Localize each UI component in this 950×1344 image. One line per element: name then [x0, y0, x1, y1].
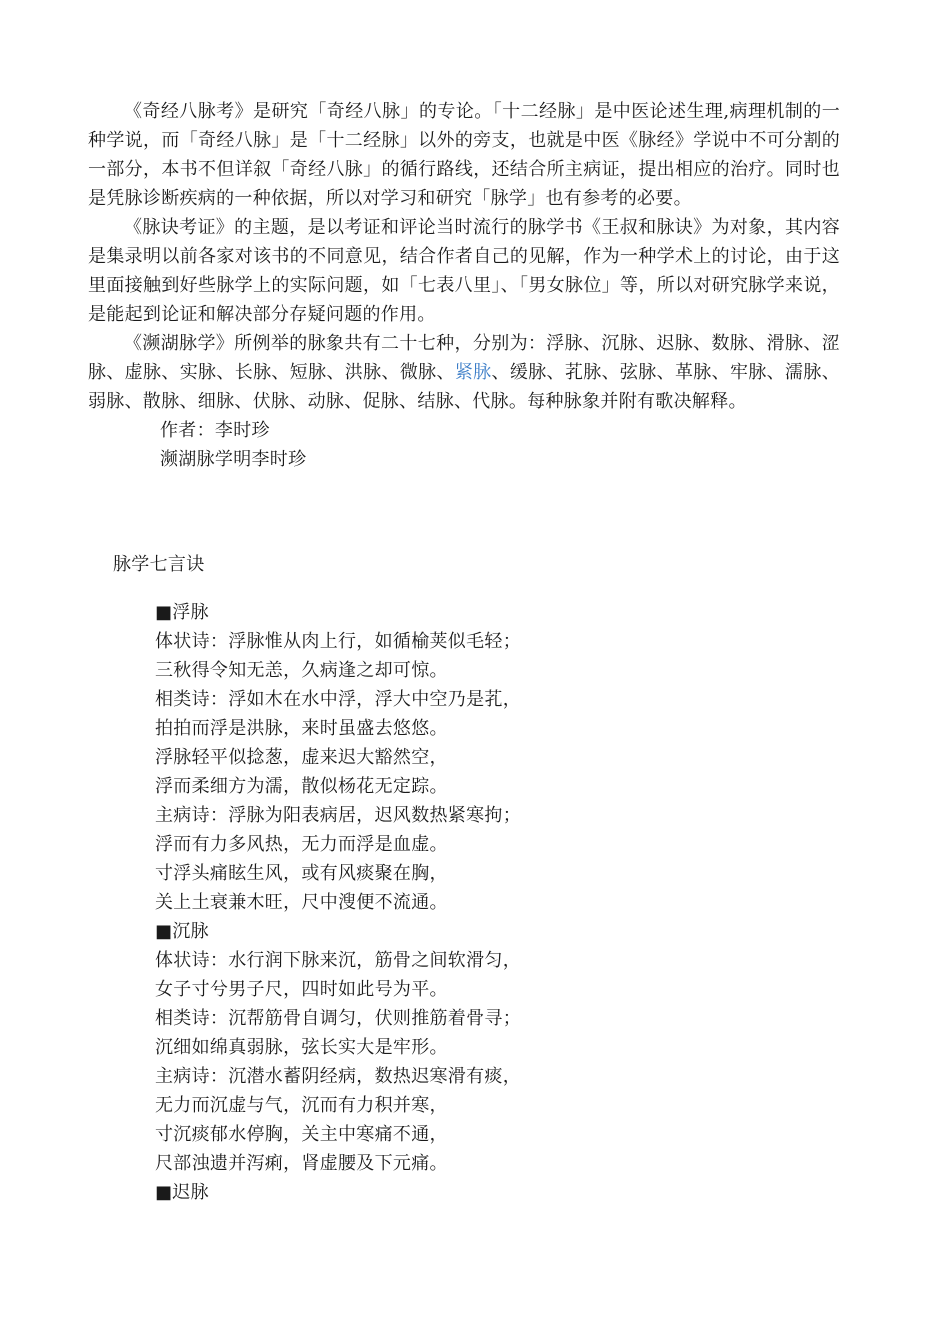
intro-paragraph-3-text-before: 《濒湖脉学》所例举的脉象共有二十七种，分别为：浮脉、沉脉、迟脉、数脉、滑脉、涩脉、虚脉、实脉、长脉、短脉、洪脉、微脉、 [88, 333, 840, 383]
pulse-heading-chi: ■迟脉 [155, 1182, 209, 1203]
intro-paragraph-1: 《奇经八脉考》是研究「奇经八脉」的专论。「十二经脉」是中医论述生理,病理机制的一种学说，而「奇经八脉」是「十二经脉」以外的旁支，也就是中医《脉经》学说中不可分割的一部分，本书不但详叙「奇经八脉」的循行路线，还结合所主病证，提出相应的治疗。同时也是凭脉诊断疾病的一种依据，所以对学习和研究「脉学」也有参考的必要。 [88, 101, 840, 209]
section-title: 脉学七言诀 [113, 554, 205, 575]
verses-section [155, 598, 755, 1207]
verse-line: 体状诗：浮脉惟从肉上行，如循榆荚似毛轻； [155, 631, 521, 652]
author-line: 作者：李时珍 [160, 420, 270, 441]
verse-line: 尺部浊遗并泻痢，肾虚腰及下元痛。 [155, 1153, 448, 1174]
verse-line: 无力而沉虚与气，沉而有力积并寒， [155, 1095, 448, 1116]
verse-line: 浮而柔细方为濡，散似杨花无定踪。 [155, 776, 448, 797]
verse-line: 相类诗：沉帮筋骨自调匀，伏则推筋着骨寻； [155, 1008, 521, 1029]
verse-line: 拍拍而浮是洪脉，来时虽盛去悠悠。 [155, 718, 448, 739]
verse-line: 沉细如绵真弱脉，弦长实大是牢形。 [155, 1037, 448, 1058]
jin-mai-link[interactable]: 紧脉 [454, 362, 492, 383]
verse-line: 主病诗：沉潜水蓄阴经病，数热迟寒滑有痰， [155, 1066, 521, 1087]
intro-paragraph-2: 《脉诀考证》的主题，是以考证和评论当时流行的脉学书《王叔和脉诀》为对象，其内容是集录明以前各家对该书的不同意见，结合作者自己的见解，作为一种学术上的讨论，由于这里面接触到好些脉学上的实际问题，如「七表八里」、「男女脉位」等，所以对研究脉学来说，是能起到论证和解决部分存疑问题的作用。 [88, 217, 840, 325]
verse-line: 主病诗：浮脉为阳表病居，迟风数热紧寒拘； [155, 805, 521, 826]
verse-line: 浮而有力多风热，无力而浮是血虚。 [155, 834, 448, 855]
intro-section [88, 97, 840, 474]
verse-line: 相类诗：浮如木在水中浮，浮大中空乃是芤， [155, 689, 521, 710]
book-line: 濒湖脉学明李时珍 [160, 449, 307, 470]
verse-line: 体状诗：水行润下脉来沉，筋骨之间软滑匀， [155, 950, 521, 971]
verse-line: 寸浮头痛眩生风，或有风痰聚在胸， [155, 863, 448, 884]
pulse-heading-chen: ■沉脉 [155, 921, 209, 942]
verse-line: 关上土衰兼木旺，尺中溲便不流通。 [155, 892, 448, 913]
pulse-heading-fu: ■浮脉 [155, 602, 209, 623]
verse-line: 女子寸兮男子尺，四时如此号为平。 [155, 979, 448, 1000]
verse-line: 浮脉轻平似捻葱，虚来迟大豁然空， [155, 747, 448, 768]
verse-line: 三秋得令知无恙，久病逢之却可惊。 [155, 660, 448, 681]
intro-paragraph-3 [88, 329, 840, 416]
verse-line: 寸沉痰郁水停胸，关主中寒痛不通， [155, 1124, 448, 1145]
intro-paragraph-3-text-after: 、缓脉、芤脉、弦脉、革脉、牢脉、濡脉、弱脉、散脉、细脉、伏脉、动脉、促脉、结脉、代脉。每种脉象并附有歌决解释。 [88, 362, 840, 412]
